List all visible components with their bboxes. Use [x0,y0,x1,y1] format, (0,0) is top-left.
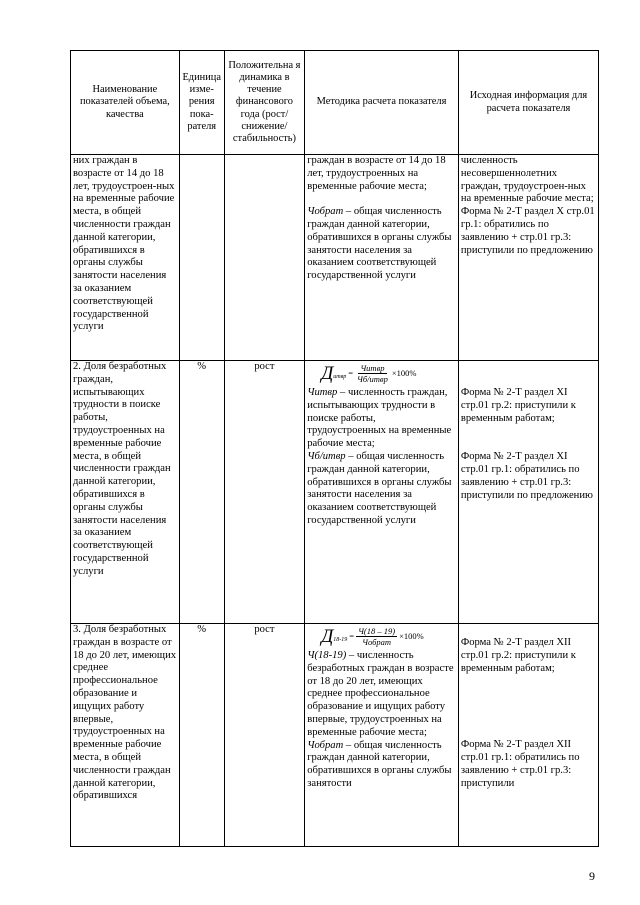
dynamics-cell: рост [224,624,305,847]
formula-denominator: Чб/итвр [357,373,388,384]
method-variable: Читвр [307,387,338,398]
header-source: Исходная информация для расчета показателя [458,51,598,155]
method-cell [305,155,459,361]
source-text: численность несовершеннолетних граждан, трудоустроен-ных на временные рабочие места; [460,155,594,205]
table-row [71,624,599,847]
method-text: – общая численность граждан данной категории, обратившихся в органы службы занятости населения за оказанием соответствующей государственной услуги [307,450,452,526]
source-cell [458,624,598,847]
formula-numerator: Ч(18 – 19) [358,625,396,636]
formula-subscript: 18-19 [333,637,348,644]
header-method: Методика расчета показателя [305,51,459,155]
source-text: Форма № 2-Т раздел XII стр.01 гр.2: приступили к временным работам; [460,637,576,674]
method-variable: Чб/итвр [307,450,346,462]
method-variable: Чобрат [307,739,344,751]
source-text: Форма № 2-Т раздел XI стр.01 гр.2: приступили к временным работам; [460,387,576,424]
method-text: – численность граждан, испытывающих трудности в поиске работы, трудоустроенных на временные рабочие места; [307,387,452,450]
indicators-table [70,50,599,847]
header-unit: Единица изме-рения пока-рателя [179,51,224,155]
header-dynamics: Положительна я динамика в течение финансового года (рост/ снижение/ стабильность) [224,51,305,155]
unit-cell: % [179,361,224,624]
source-text: Форма № 2-Т раздел X стр.01 гр.1: обратились по заявлению + стр.01 гр.3: приступили по предложению [460,206,595,256]
table-row [71,361,599,624]
method-text: – общая численность граждан данной категории, обратившихся в органы службы занятости [307,739,452,789]
formula-multiplier: ×100% [391,367,417,378]
formula-multiplier: ×100% [399,630,424,641]
source-text: Форма № 2-Т раздел XI стр.01 гр.1: обратились по заявлению + стр.01 гр.3: приступили по предложению [460,451,593,501]
method-text: граждан в возрасте от 14 до 18 лет, трудоустроенных на временные рабочие места; [307,155,446,192]
table-header-row [71,51,599,155]
method-cell [305,624,459,847]
formula: Д 18-19 = $\frac{Ч(18 - 19)}{\text{Чобрат}}$ ×100% [321,625,424,647]
method-text: – численность безработных граждан в возрасте от 18 до 20 лет, имеющих среднее профессиональное образование и ищущих работу впервые, трудоустроенных на временные рабочие места; [307,650,454,738]
table-row [71,155,599,361]
formula-denominator: Чобрат [362,636,392,647]
unit-cell: % [179,624,224,847]
formula: Д итвр = $\frac{\text{Читвр}}{\text{Чб/итвр}}$ ×100% [321,362,417,384]
formula-numerator: Читвр [360,362,385,373]
source-cell [458,361,598,624]
formula-subscript: итвр [333,374,347,381]
page-number: 9 [589,869,595,883]
method-text: – общая численность граждан данной категории, обратившихся в органы службы занятости населения за оказанием соответствующей государственной услуги [307,206,452,282]
formula-lhs: Д [321,362,334,384]
method-variable: Ч(18-19) [307,650,347,661]
method-variable: Чобрат [307,206,344,218]
indicator-name: них граждан в возрасте от 14 до 18 лет, трудоустроен-ных на временные рабочие места, в общей численности граждан данной категории, обратившихся в органы службы занятости населения за оказанием соответствующей государственной услуги [71,155,180,361]
header-indicator-name: Наименование показателей объема, качества [71,51,180,155]
source-cell [458,155,598,361]
method-cell [305,361,459,624]
indicator-name: 3. Доля безработных граждан в возрасте от 18 до 20 лет, имеющих среднее профессиональное образование и ищущих работу впервые, трудоустроенных на временные рабочие места, в общей численности граждан данной категории, обратившихся [71,624,180,847]
dynamics-cell [224,155,305,361]
formula-lhs: Д [321,625,334,647]
dynamics-cell: рост [224,361,305,624]
source-text: Форма № 2-Т раздел XII стр.01 гр.1: обратились по заявлению + стр.01 гр.3: приступили [460,739,580,789]
unit-cell [179,155,224,361]
indicator-name: 2. Доля безработных граждан, испытывающих трудности в поиске работы, трудоустроенных на временные рабочие места, в общей численности граждан данной категории, обратившихся в органы службы занятости населения за оказанием соответствующей государственной услуги [71,361,180,624]
